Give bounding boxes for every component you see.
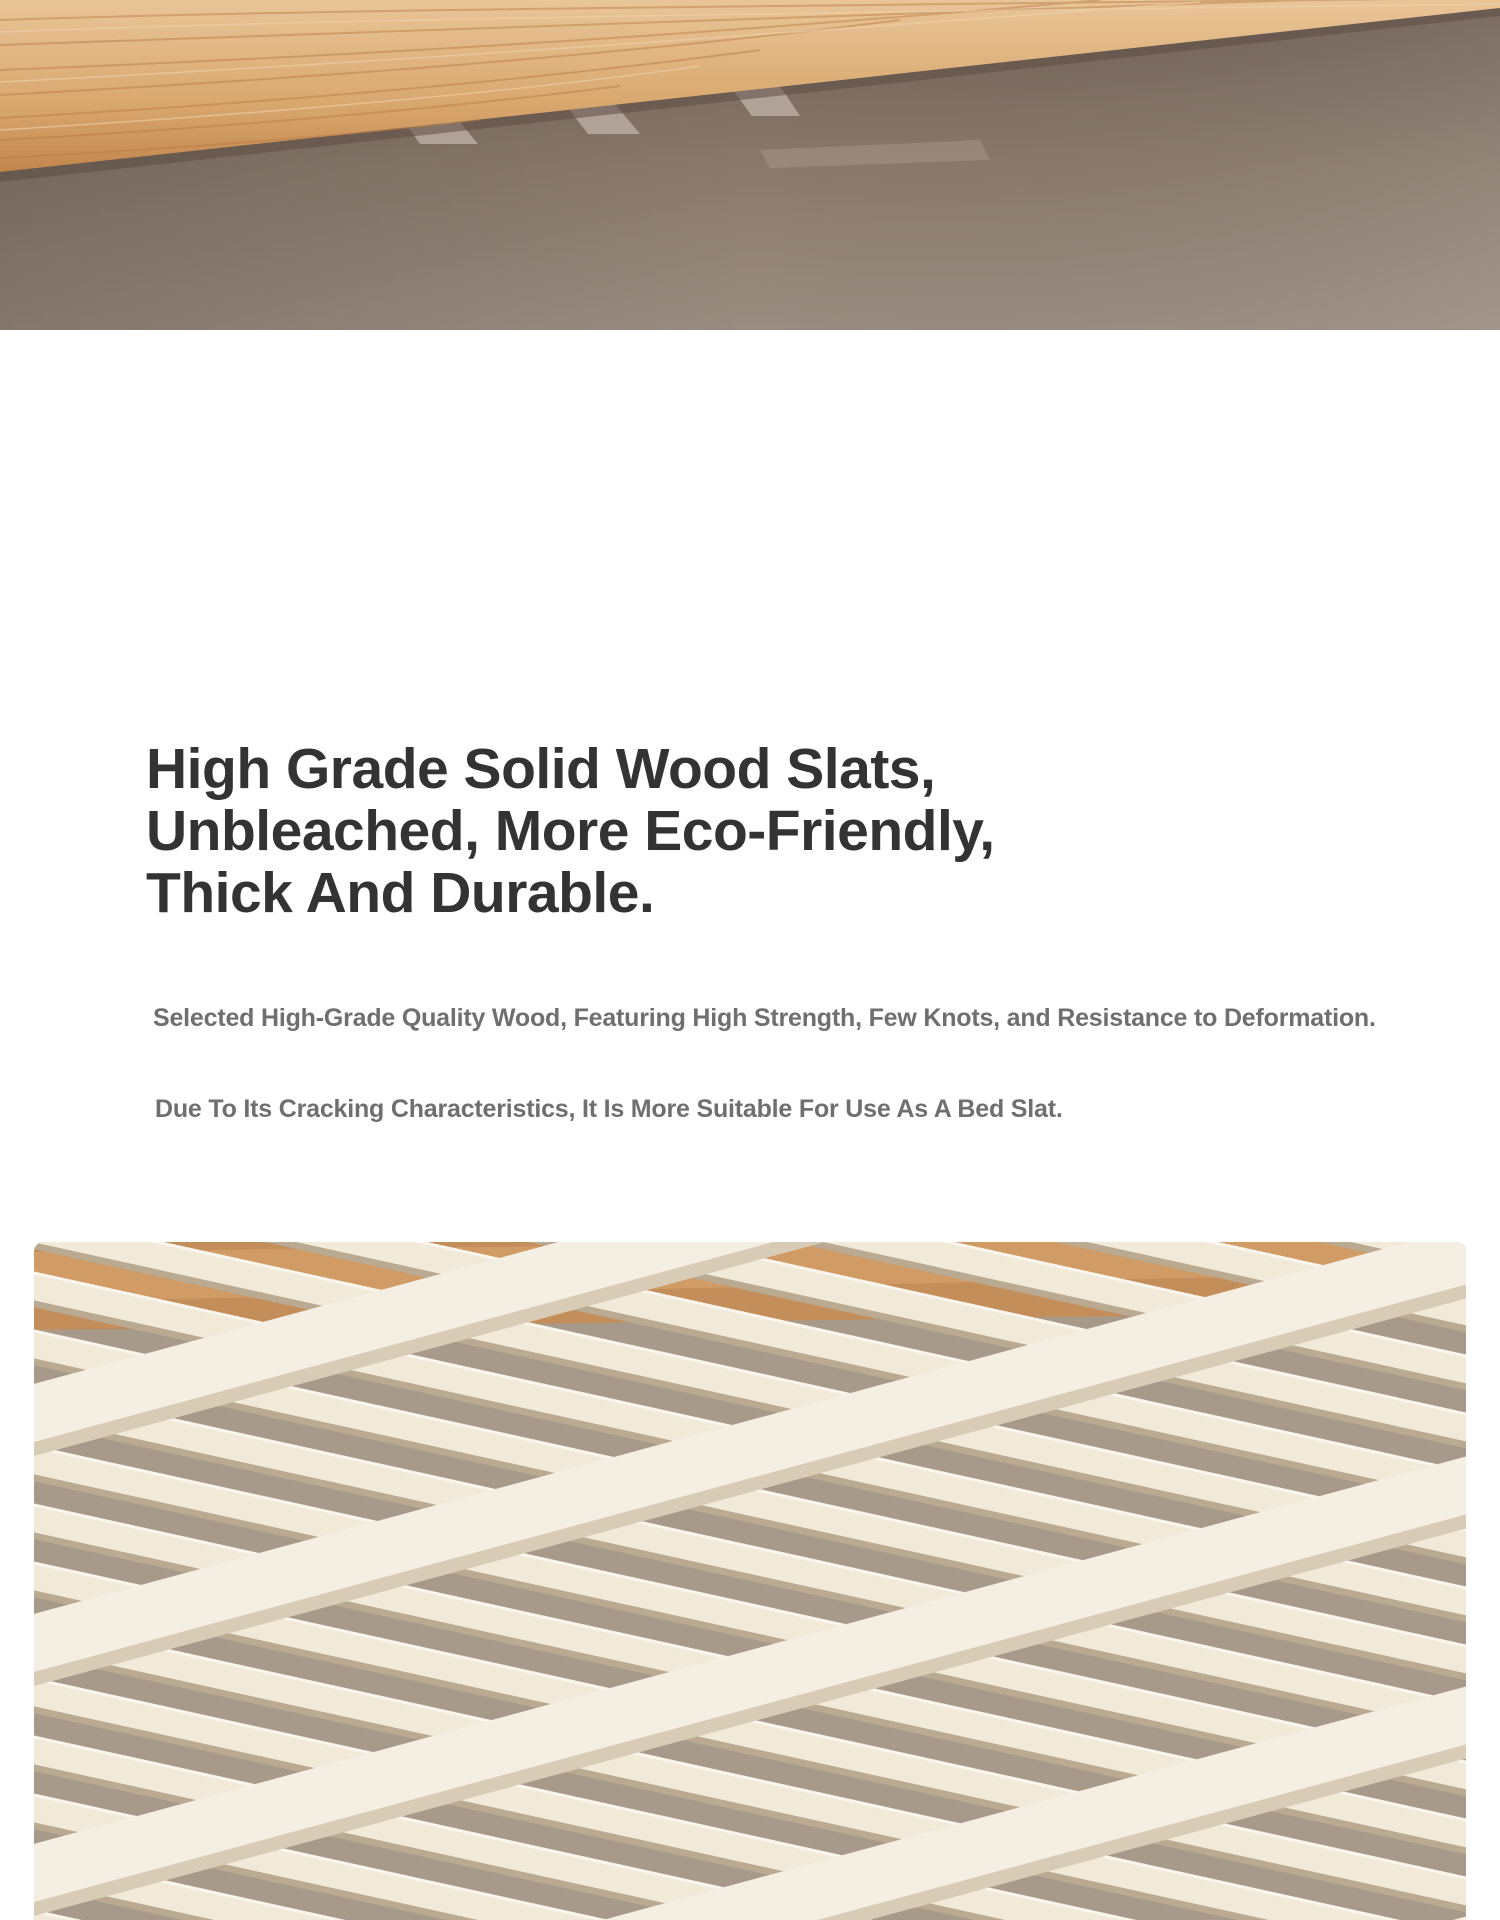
- wood-board-photo-icon: [0, 0, 1500, 330]
- description-suitability: Due To Its Cracking Characteristics, It Is More Suitable For Use As A Bed Slat.: [155, 1095, 1063, 1123]
- description-strength: Selected High-Grade Quality Wood, Featuring High Strength, Few Knots, and Resistance to Deformation.: [153, 1004, 1376, 1032]
- headline-line-2: Unbleached, More Eco-Friendly,: [146, 799, 995, 863]
- headline-line-3: Thick And Durable.: [146, 861, 655, 925]
- bed-slat-image: [34, 1242, 1466, 1920]
- hero-wood-board-image: [0, 0, 1500, 330]
- headline-line-1: High Grade Solid Wood Slats,: [146, 737, 936, 801]
- bed-slat-frame-photo-icon: [34, 1242, 1466, 1920]
- headline: [146, 738, 1146, 924]
